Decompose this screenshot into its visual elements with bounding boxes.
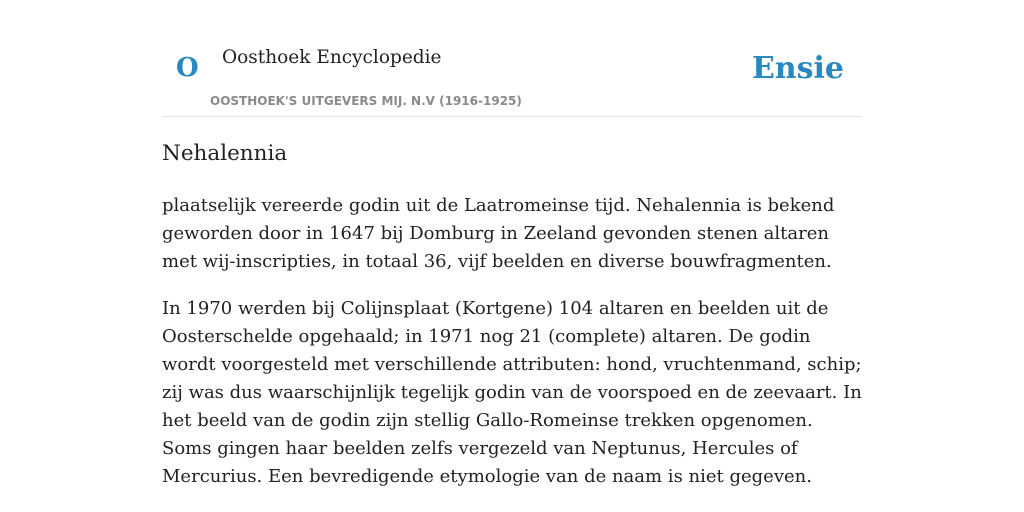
header (162, 0, 862, 117)
logo-icon[interactable]: O (176, 53, 199, 83)
ensie-brand-link[interactable]: Ensie (751, 51, 844, 86)
page-title: Nehalennia (162, 141, 288, 166)
article (162, 138, 862, 491)
article-paragraph: In 1970 werden bij Colijnsplaat (Kortgene) 104 altaren en beelden uit de Oosterschelde opgehaald; in 1971 nog 21 (complete) altaren. De godin wordt voorgesteld met verschillende attributen: hond, vruchtenmand, schip; zij was dus waarschijnlijk tegelijk godin van de voorspoed en de zeevaart. In het beeld van de godin zijn stellig Gallo-Romeinse trekken opgenomen. Soms gingen haar beelden zelfs vergezeld van Neptunus, Hercules of Mercurius. Een bevredigende etymologie van de naam is niet gegeven. (162, 298, 862, 487)
site-title[interactable]: Oosthoek Encyclopedie (222, 47, 442, 68)
publisher-label: OOSTHOEK'S UITGEVERS MIJ. N.V (1916-1925) (210, 94, 522, 108)
article-paragraph: plaatselijk vereerde godin uit de Laatromeinse tijd. Nehalennia is bekend geworden door in 1647 bij Domburg in Zeeland gevonden stenen altaren met wij-inscripties, in totaal 36, vijf beelden en diverse bouwfragmenten. (162, 195, 835, 272)
